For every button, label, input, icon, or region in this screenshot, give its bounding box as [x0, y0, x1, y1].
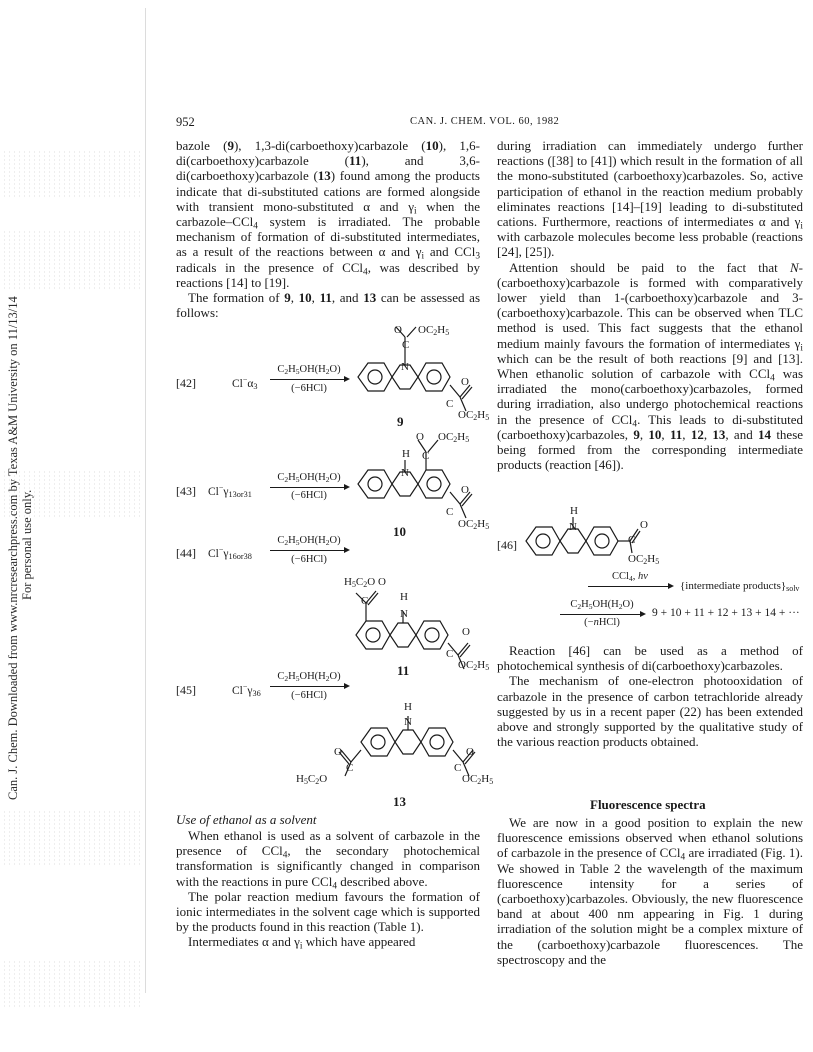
compound-label-13: 13	[393, 794, 406, 809]
reactant-label: $Cl^-\alpha_3$	[232, 375, 258, 391]
scan-speckle	[2, 810, 142, 865]
reagent-top: $C_2H_5OH(H_2O)$	[570, 599, 634, 611]
right-column-fluorescence	[497, 815, 803, 967]
reaction-number: [46]	[497, 538, 517, 552]
chem-c: C	[446, 648, 454, 660]
chem-c: C	[346, 762, 354, 774]
chem-c: C	[402, 339, 410, 351]
reaction-arrow	[588, 586, 672, 587]
subhead-ethanol: Use of ethanol as a solvent	[176, 812, 317, 827]
page-number: 952	[176, 115, 195, 129]
chem-o: O	[334, 746, 342, 758]
chem-o: O	[462, 626, 470, 638]
reactant-label: $Cl^-\gamma_{16or38}$	[208, 545, 252, 561]
chem-h5c2o: $H_5C_2O$	[296, 773, 328, 786]
chem-n: N	[400, 608, 408, 620]
running-head: CAN. J. CHEM. VOL. 60, 1982	[410, 116, 560, 127]
chem-n: N	[401, 467, 409, 479]
intermediate-products: {intermediate $products\}_{solv}$	[680, 580, 800, 593]
chem-oc2h5: $OC_2H_5$	[462, 773, 494, 786]
heading-fluorescence: Fluorescence spectra	[590, 797, 706, 812]
scan-speckle	[2, 960, 142, 1008]
watermark-line-1: Can. J. Chem. Downloaded from www.nrcresearchpress.com by Texas A&M University on 11/13/14	[6, 296, 20, 800]
para-reaction-46: Reaction [46] can be used as a method of photochemical synthesis of di(carboethoxy)carbazoles.	[497, 643, 803, 674]
chem-oc2h5: $OC_2H_5$	[458, 409, 490, 422]
chem-h5c2o: $H_5C_2O$	[344, 576, 376, 589]
chem-o: O	[378, 576, 386, 588]
chem-n: N	[404, 716, 412, 728]
para-mechanism: The mechanism of one-electron photooxidation of carbazole in the presence of carbon tetrachloride already suggested by us in a recent paper (22) has been extended above and strongly supported by the qualitative study of the various reaction products obtained.	[497, 673, 803, 750]
reactant-label: $Cl^-\gamma_{36}$	[232, 682, 261, 698]
chem-o: O	[416, 431, 424, 443]
reagent-bottom: (−6HCl)	[291, 554, 327, 565]
reagent-top: $C_2H_5OH(H_2O)$	[277, 671, 341, 683]
chem-oc2h5: $OC_2H_5$	[458, 518, 490, 531]
chem-c: C	[628, 534, 636, 546]
chem-oc2h5: $OC_2H_5$	[458, 659, 490, 672]
reactant-label: $Cl^-\gamma_{13or31}$	[208, 483, 252, 499]
chem-c: C	[422, 450, 430, 462]
reaction-arrow	[270, 686, 348, 687]
reagent-top: CCl$_4$, hv	[612, 571, 648, 583]
chem-o: O	[461, 376, 469, 388]
chem-c: C	[446, 398, 454, 410]
reagent-bottom: (−6HCl)	[291, 690, 327, 701]
chem-n: N	[401, 361, 409, 373]
scan-speckle	[2, 150, 142, 198]
para-when-ethanol: When ethanol is used as a solvent of carbazole in the presence of CCl$_4$, the secondary photochemical transformation is significantly changed in comparison with the reactions in pure CCl$_4$ described above.	[176, 828, 480, 891]
chem-h: H	[570, 505, 578, 517]
reaction-number: [45]	[176, 683, 196, 697]
compound-label-10: 10	[393, 524, 406, 539]
para-intermediates: Intermediates α and $\gamma_i$ which have appeared	[188, 934, 416, 952]
structure-9	[352, 325, 492, 445]
chem-oc2h5: $OC_2H_5$	[628, 553, 660, 566]
chem-o: O	[461, 484, 469, 496]
reaction-arrow	[270, 550, 348, 551]
para-formation: The formation of 9, 10, 11, and 13 can be assessed as follows:	[176, 290, 480, 321]
para-during-irradiation: during irradiation can immediately undergo further reactions ([38] to [41]) which result in the formation of all the mono-substituted (carboethoxy)carbazoles. So, active participation of ethanol in the reaction medium probably eliminates reactions [14]–[19] leading to di-substituted cations. Furthermore, reactions of intermediates α and $\gamma_i$ with carbazole molecules become less probable (reactions [24], [25]).	[497, 138, 803, 260]
chem-h: H	[402, 448, 410, 460]
chem-h: H	[404, 701, 412, 713]
reagent-top: $C_2H_5OH(H_2O)$	[277, 535, 341, 547]
para-fluorescence: We are now in a good position to explain the new fluorescence emissions observed when ethanol solutions of carbazole in the presence of CCl$_4$ are irradiated (Fig. 1). We showed in Table 2 the wavelength of the maximum fluorescence intensity for a series of (carboethoxy)carbazoles. Obviously, the new fluorescence band at about 400 nm appearing in Fig. 1 during irradiation of the solution might be a complex mixture of the (carboethoxy)carbazole fluorescences. The spectroscopy and the	[497, 815, 803, 967]
chem-n: N	[569, 521, 577, 533]
chem-c: C	[361, 595, 369, 607]
chem-c: C	[446, 506, 454, 518]
reaction-arrow	[270, 379, 348, 380]
reagent-bottom: (−6HCl)	[291, 383, 327, 394]
page-margin-rule	[145, 8, 146, 993]
reagent-bottom: (−nHCl)	[584, 617, 620, 628]
para-di-substituted: bazole (9), 1,3-di(carboethoxy)carbazole (10), 1,6-di(carboethoxy)carbazole (11), and 3,6-di(carboethoxy)carbazole (13) found among the products indicate that di-substituted cations are formed alongside with transient mono-substituted α and $\gamma_i$ when the carbazole–CCl$_4$ system is irradiated. The probable mechanism of formation of di-substituted intermediates, as a result of the reactions between α and $\gamma_i$ and CCl$_3$ radicals in the presence of CCl$_4$, was described by reactions [14] to [19].	[176, 138, 481, 290]
left-column-intro	[176, 138, 480, 320]
chem-h: H	[400, 591, 408, 603]
chem-o: O	[466, 746, 474, 758]
reagent-top: $C_2H_5OH(H_2O)$	[277, 364, 341, 376]
reaction-number: [44]	[176, 546, 196, 560]
watermark-line-2: For personal use only.	[20, 489, 34, 600]
right-column-top	[497, 138, 803, 472]
scan-speckle	[2, 470, 142, 518]
reaction-46-products: 9 + 10 + 11 + 12 + 13 + 14 + ···	[652, 607, 800, 619]
chem-oc2h5: $OC_2H_5$	[418, 324, 450, 337]
chem-oc2h5: $OC_2H_5$	[438, 431, 470, 444]
para-polar: The polar reaction medium favours the formation of ionic intermediates in the solvent cage which is supported by the products found in this reaction (Table 1).	[176, 888, 480, 935]
reaction-arrow	[270, 487, 348, 488]
right-column-bottom	[497, 643, 803, 749]
reaction-arrow	[560, 614, 644, 615]
compound-label-11: 11	[397, 663, 410, 678]
reaction-number: [42]	[176, 376, 196, 390]
chem-o: O	[394, 324, 402, 336]
para-attention: Attention should be paid to the fact that N-(carboethoxy)carbazole is formed with comparatively lower yield than 1-(carboethoxy)carbazole and 3-(carboethoxy)carbazole. This can be observed when TLC method is used. This fact suggests that the ethanol medium mainly favours the formation of intermediates $\gamma_i$ which can be the result of both reactions [9] and [13]. When ethanolic solution of carbazole with CCl$_4$ was irradiated the mono(carboethoxy)carbazoles, formed during irradiation, also undergo photochemical reactions in the presence of CCl$_4$. This leads to di-substituted (carboethoxy)carbazoles, 9, 10, 11, 12, 13, and 14 these being formed from the corresponding intermediate products (reaction [46]).	[497, 259, 804, 473]
structure-10	[352, 430, 492, 550]
compound-label-9: 9	[397, 414, 404, 429]
left-column-ethanol	[176, 828, 480, 950]
chem-o: O	[640, 519, 648, 531]
reagent-top: $C_2H_5OH(H_2O)$	[277, 472, 341, 484]
scan-speckle	[2, 230, 142, 290]
reagent-bottom: (−6HCl)	[291, 490, 327, 501]
chem-c: C	[454, 762, 462, 774]
reaction-number: [43]	[176, 484, 196, 498]
